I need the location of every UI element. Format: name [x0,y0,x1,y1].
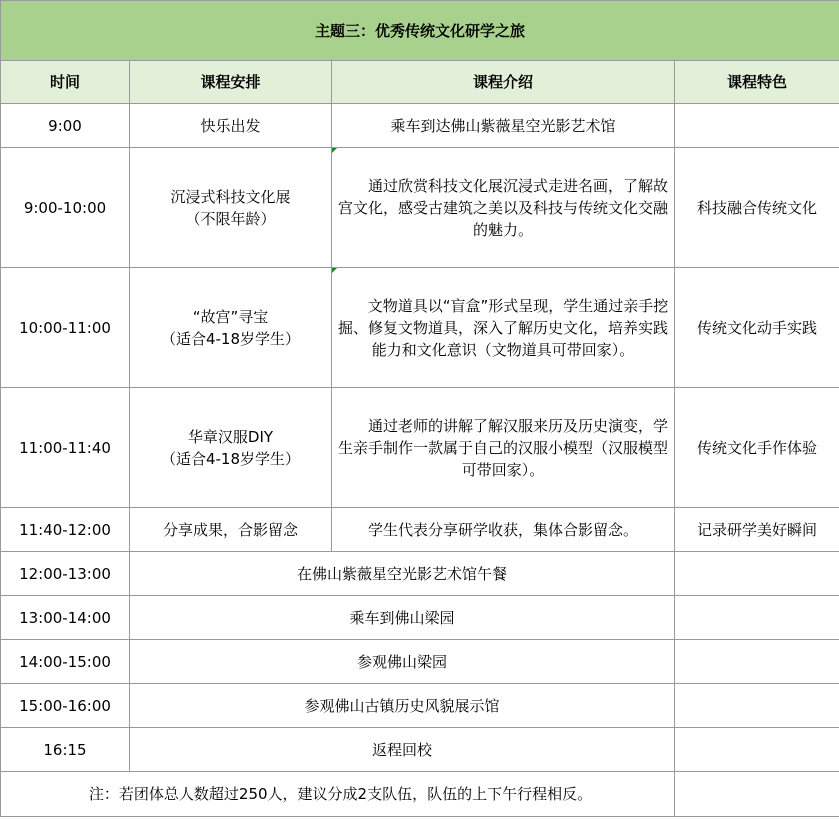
feature-cell [675,104,839,148]
intro-cell [332,268,675,388]
time-cell: 11:00-11:40 [1,388,130,508]
arrangement-cell: 快乐出发 [130,104,332,148]
activity-cell: 乘车到佛山梁园 [130,596,675,640]
activity-cell: 参观佛山古镇历史风貌展示馆 [130,684,675,728]
intro-cell: 乘车到达佛山紫薇星空光影艺术馆 [332,104,675,148]
table-row [1,268,839,388]
feature-cell: 传统文化手作体验 [675,388,839,508]
note-cell [1,772,675,817]
activity-cell: 参观佛山梁园 [130,640,675,684]
arrangement-cell [130,148,332,268]
time-cell: 9:00 [1,104,130,148]
arrangement-title: 沉浸式科技文化展 [170,187,291,206]
arrangement-cell [130,268,332,388]
intro-cell: 学生代表分享研学收获，集体合影留念。 [332,508,675,552]
time-cell: 11:40-12:00 [1,508,130,552]
table-row [1,388,839,508]
feature-cell: 传统文化动手实践 [675,268,839,388]
time-cell: 15:00-16:00 [1,684,130,728]
feature-cell: 记录研学美好瞬间 [675,508,839,552]
header-feature: 课程特色 [675,61,839,104]
time-cell: 9:00-10:00 [1,148,130,268]
arrangement-cell: 分享成果，合影留念 [130,508,332,552]
time-cell: 16:15 [1,728,130,772]
table-row [1,552,839,596]
feature-cell [675,684,839,728]
intro-text: 文物道具以“盲盒”形式呈现，学生通过亲手挖掘、修复文物道具，深入了解历史文化，培养实践能力和文化意识（文物道具可带回家）。 [337,296,669,359]
intro-cell [332,148,675,268]
feature-cell [675,596,839,640]
table-row [1,640,839,684]
feature-cell: 科技融合传统文化 [675,148,839,268]
arrangement-title: 华章汉服DIY [187,427,274,446]
table-row [1,596,839,640]
table-title: 主题三：优秀传统文化研学之旅 [1,1,839,61]
header-time: 时间 [1,61,130,104]
arrangement-note: （适合4-18岁学生） [160,329,301,348]
intro-text: 通过老师的讲解了解汉服来历及历史演变，学生亲手制作一款属于自己的汉服小模型（汉服模型可带回家）。 [337,416,668,479]
header-intro: 课程介绍 [332,61,675,104]
intro-cell [332,388,675,508]
intro-text: 通过欣赏科技文化展沉浸式走进名画，了解故宫文化，感受古建筑之美以及科技与传统文化交融的魅力。 [337,176,668,239]
arrangement-note: （适合4-18岁学生） [160,449,301,468]
feature-cell [675,728,839,772]
arrangement-cell [130,388,332,508]
table-row [1,508,839,552]
table-row [1,684,839,728]
time-cell: 10:00-11:00 [1,268,130,388]
table-row [1,728,839,772]
activity-cell: 返程回校 [130,728,675,772]
comment-marker-icon [332,268,337,273]
note-empty-cell [675,772,839,817]
time-cell: 14:00-15:00 [1,640,130,684]
time-cell: 13:00-14:00 [1,596,130,640]
footnote: 注：若团体总人数超过250人，建议分成2支队伍，队伍的上下午行程相反。 [88,785,593,803]
feature-cell [675,552,839,596]
time-cell: 12:00-13:00 [1,552,130,596]
header-arrangement: 课程安排 [130,61,332,104]
arrangement-note: （不限年龄） [185,209,276,228]
feature-cell [675,640,839,684]
comment-marker-icon [332,148,337,153]
table-row [1,148,839,268]
activity-cell: 在佛山紫薇星空光影艺术馆午餐 [130,552,675,596]
table-row [1,104,839,148]
arrangement-title: “故宫”寻宝 [192,307,269,326]
